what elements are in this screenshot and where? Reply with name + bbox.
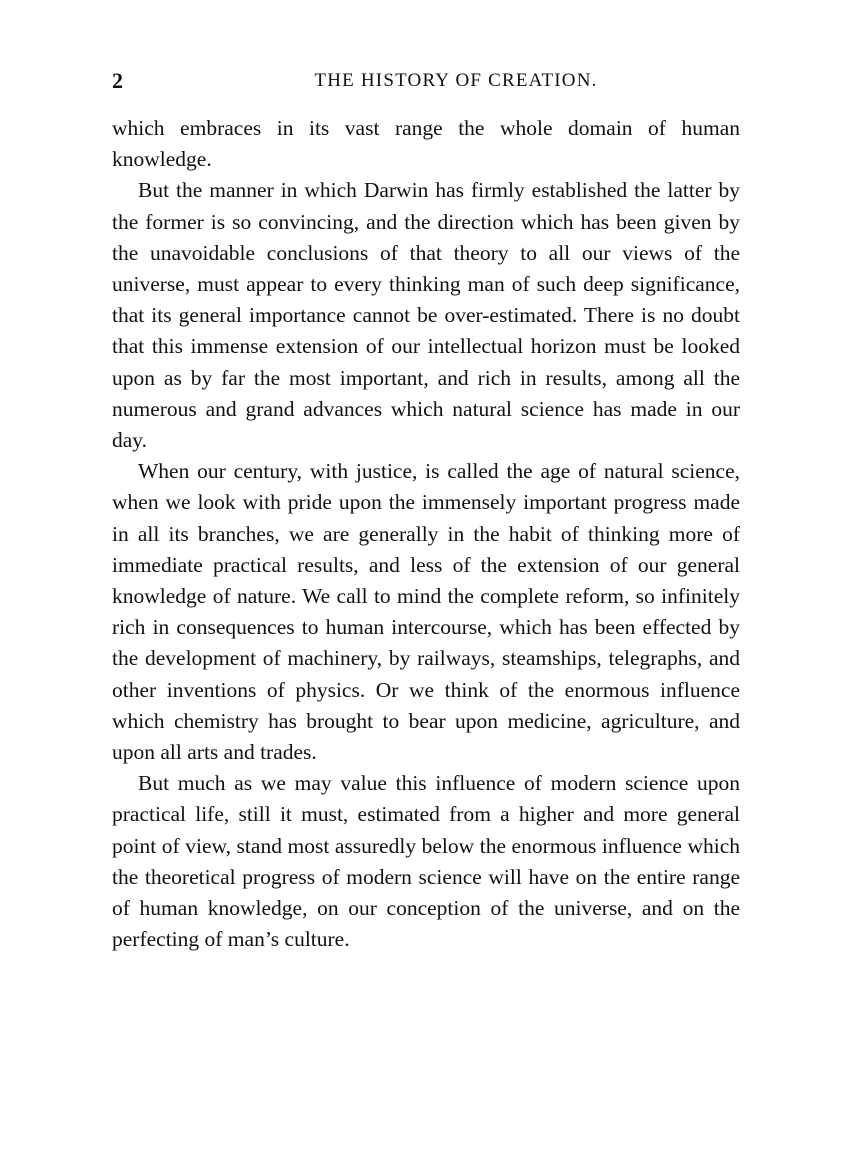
paragraph-darwin: But the manner in which Darwin has firmly established the latter by the former is so convincing, and the direction which has been given by the unavoidable conclusions of that theory to all our views of the universe, must appear to every thinking man of such deep significance, that its general importance cannot be over-estimated. There is no doubt that this immense extension of our intellectual horizon must be looked upon as by far the most important, and rich in results, among all the numerous and grand advances which natural science has made in our day. <box>112 178 740 453</box>
running-title: THE HISTORY OF CREATION. <box>314 70 598 91</box>
body-text <box>112 113 740 955</box>
running-head <box>112 66 740 96</box>
page-number: 2 <box>112 68 123 93</box>
paragraph-influence: But much as we may value this influence of modern science upon practical life, still it must, estimated from a higher and more general point of view, stand most assuredly below the enormous influence which the theoretical progress of modern science will have on the entire range of human knowledge, on our conception of the universe, and on the perfecting of man’s culture. <box>112 771 740 952</box>
paragraph-century: When our century, with justice, is called the age of natural science, when we look with pride upon the immensely important progress made in all its branches, we are generally in the habit of thinking more of immediate practical results, and less of the extension of our general knowledge of nature. We call to mind the complete reform, so infinitely rich in consequences to human intercourse, which has been effected by the development of machinery, by railways, steamships, telegraphs, and other inventions of physics. Or we think of the enormous influence which chemistry has brought to bear upon medicine, agriculture, and upon all arts and trades. <box>112 459 740 765</box>
paragraph-continued: which embraces in its vast range the whole domain of human knowledge. <box>112 116 740 172</box>
